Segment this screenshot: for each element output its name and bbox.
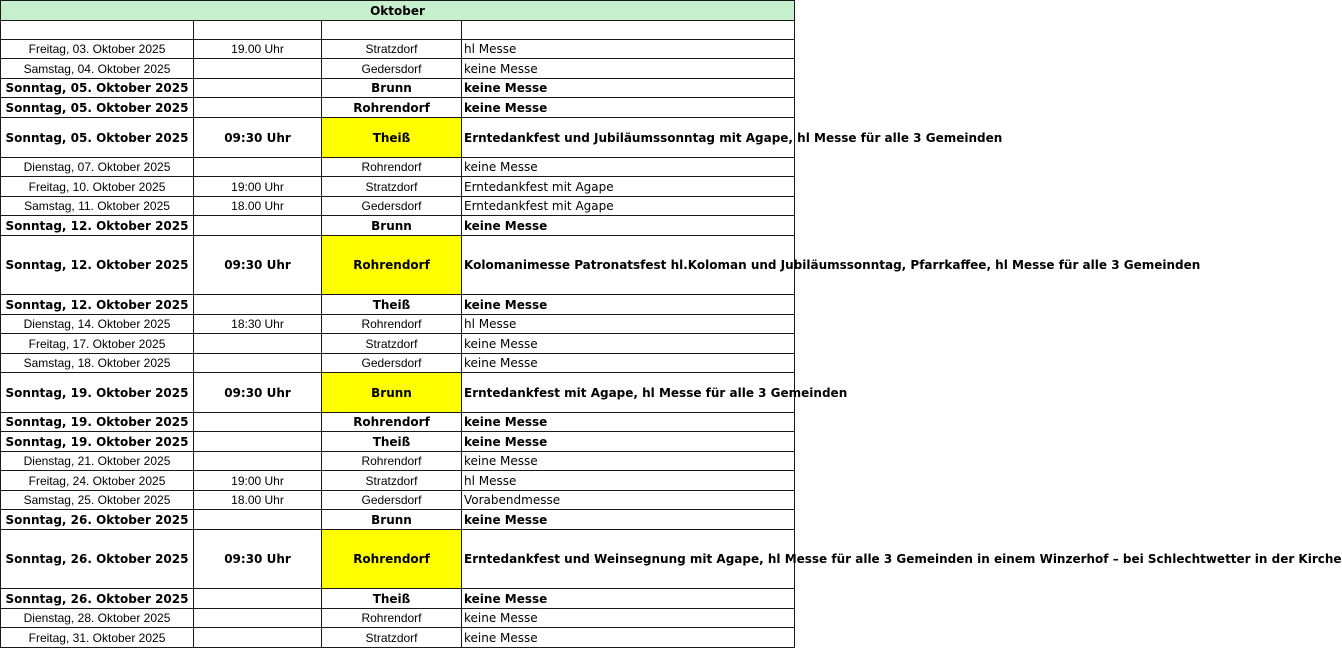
date-cell: Sonntag, 12. Oktober 2025 <box>1 236 194 295</box>
date-cell: Sonntag, 05. Oktober 2025 <box>1 118 194 158</box>
place-cell: Rohrendorf <box>322 530 462 589</box>
note-cell: Erntedankfest und Weinsegnung mit Agape, hl Messe für alle 3 Gemeinden in einem Winzerhof – bei Schlechtwetter in der Kirche <box>462 530 795 589</box>
date-cell: Freitag, 17. Oktober 2025 <box>1 334 194 354</box>
month-title: Oktober <box>1 1 795 21</box>
schedule-row <box>1 510 795 530</box>
empty-cell <box>1 21 194 40</box>
note-cell: Erntedankfest und Jubiläumssonntag mit Agape, hl Messe für alle 3 Gemeinden <box>462 118 795 158</box>
schedule-row <box>1 158 795 177</box>
place-cell: Stratzdorf <box>322 334 462 354</box>
schedule-row <box>1 315 795 334</box>
time-cell <box>194 158 322 177</box>
date-cell: Sonntag, 26. Oktober 2025 <box>1 510 194 530</box>
empty-cell <box>194 21 322 40</box>
note-cell: keine Messe <box>462 158 795 177</box>
schedule-row <box>1 354 795 373</box>
place-cell: Rohrendorf <box>322 98 462 118</box>
place-cell: Stratzdorf <box>322 471 462 491</box>
time-cell <box>194 413 322 432</box>
place-cell: Theiß <box>322 118 462 158</box>
date-cell: Sonntag, 19. Oktober 2025 <box>1 373 194 413</box>
time-cell: 18:30 Uhr <box>194 315 322 334</box>
place-cell: Stratzdorf <box>322 40 462 59</box>
empty-cell <box>322 21 462 40</box>
note-cell: keine Messe <box>462 628 795 648</box>
date-cell: Sonntag, 19. Oktober 2025 <box>1 413 194 432</box>
time-cell <box>194 432 322 452</box>
schedule-row <box>1 530 795 589</box>
empty-cell <box>462 21 795 40</box>
note-cell: keine Messe <box>462 432 795 452</box>
time-cell: 09:30 Uhr <box>194 530 322 589</box>
place-cell: Theiß <box>322 432 462 452</box>
schedule-row <box>1 79 795 98</box>
place-cell: Gedersdorf <box>322 491 462 510</box>
place-cell: Rohrendorf <box>322 236 462 295</box>
date-cell: Dienstag, 14. Oktober 2025 <box>1 315 194 334</box>
place-cell: Rohrendorf <box>322 413 462 432</box>
place-cell: Theiß <box>322 295 462 315</box>
date-cell: Sonntag, 26. Oktober 2025 <box>1 530 194 589</box>
time-cell <box>194 98 322 118</box>
date-cell: Dienstag, 28. Oktober 2025 <box>1 609 194 628</box>
schedule-row <box>1 589 795 609</box>
schedule-row <box>1 491 795 510</box>
note-cell: hl Messe <box>462 315 795 334</box>
date-cell: Freitag, 10. Oktober 2025 <box>1 177 194 197</box>
place-cell: Theiß <box>322 589 462 609</box>
schedule-row <box>1 471 795 491</box>
place-cell: Brunn <box>322 510 462 530</box>
time-cell: 09:30 Uhr <box>194 373 322 413</box>
place-cell: Gedersdorf <box>322 59 462 79</box>
note-cell: Erntedankfest mit Agape <box>462 177 795 197</box>
schedule-row <box>1 295 795 315</box>
note-cell: Erntedankfest mit Agape, hl Messe für alle 3 Gemeinden <box>462 373 795 413</box>
schedule-row <box>1 118 795 158</box>
place-cell: Rohrendorf <box>322 158 462 177</box>
place-cell: Rohrendorf <box>322 315 462 334</box>
note-cell: keine Messe <box>462 216 795 236</box>
time-cell: 18.00 Uhr <box>194 491 322 510</box>
schedule-row <box>1 413 795 432</box>
time-cell: 18.00 Uhr <box>194 197 322 216</box>
schedule-row <box>1 452 795 471</box>
schedule-row <box>1 177 795 197</box>
note-cell: keine Messe <box>462 295 795 315</box>
note-cell: Vorabendmesse <box>462 491 795 510</box>
note-cell: keine Messe <box>462 334 795 354</box>
date-cell: Freitag, 24. Oktober 2025 <box>1 471 194 491</box>
note-cell: keine Messe <box>462 510 795 530</box>
time-cell <box>194 510 322 530</box>
note-cell: keine Messe <box>462 79 795 98</box>
time-cell: 19:00 Uhr <box>194 177 322 197</box>
schedule-row <box>1 197 795 216</box>
note-cell: keine Messe <box>462 354 795 373</box>
schedule-row <box>1 373 795 413</box>
time-cell <box>194 216 322 236</box>
schedule-row <box>1 609 795 628</box>
date-cell: Sonntag, 19. Oktober 2025 <box>1 432 194 452</box>
time-cell: 09:30 Uhr <box>194 236 322 295</box>
date-cell: Samstag, 25. Oktober 2025 <box>1 491 194 510</box>
time-cell <box>194 628 322 648</box>
note-cell: keine Messe <box>462 589 795 609</box>
place-cell: Gedersdorf <box>322 354 462 373</box>
place-cell: Brunn <box>322 216 462 236</box>
date-cell: Freitag, 31. Oktober 2025 <box>1 628 194 648</box>
time-cell <box>194 452 322 471</box>
time-cell: 19.00 Uhr <box>194 40 322 59</box>
schedule-row <box>1 98 795 118</box>
time-cell <box>194 354 322 373</box>
spacer-row <box>1 21 795 40</box>
place-cell: Stratzdorf <box>322 177 462 197</box>
note-cell: keine Messe <box>462 59 795 79</box>
date-cell: Sonntag, 12. Oktober 2025 <box>1 216 194 236</box>
schedule-row <box>1 628 795 648</box>
date-cell: Sonntag, 26. Oktober 2025 <box>1 589 194 609</box>
place-cell: Stratzdorf <box>322 628 462 648</box>
schedule-row <box>1 334 795 354</box>
note-cell: keine Messe <box>462 98 795 118</box>
date-cell: Dienstag, 07. Oktober 2025 <box>1 158 194 177</box>
time-cell <box>194 79 322 98</box>
note-cell: keine Messe <box>462 609 795 628</box>
date-cell: Sonntag, 12. Oktober 2025 <box>1 295 194 315</box>
schedule-row <box>1 236 795 295</box>
place-cell: Brunn <box>322 79 462 98</box>
note-cell: hl Messe <box>462 471 795 491</box>
note-cell: Kolomanimesse Patronatsfest hl.Koloman und Jubiläumssonntag, Pfarrkaffee, hl Messe für alle 3 Gemeinden <box>462 236 795 295</box>
note-cell: keine Messe <box>462 452 795 471</box>
note-cell: Erntedankfest mit Agape <box>462 197 795 216</box>
note-cell: keine Messe <box>462 413 795 432</box>
time-cell: 19:00 Uhr <box>194 471 322 491</box>
date-cell: Dienstag, 21. Oktober 2025 <box>1 452 194 471</box>
time-cell <box>194 334 322 354</box>
time-cell <box>194 589 322 609</box>
date-cell: Freitag, 03. Oktober 2025 <box>1 40 194 59</box>
date-cell: Samstag, 18. Oktober 2025 <box>1 354 194 373</box>
date-cell: Sonntag, 05. Oktober 2025 <box>1 98 194 118</box>
time-cell <box>194 609 322 628</box>
place-cell: Gedersdorf <box>322 197 462 216</box>
schedule-row <box>1 40 795 59</box>
title-row <box>1 1 795 21</box>
schedule-row <box>1 432 795 452</box>
date-cell: Sonntag, 05. Oktober 2025 <box>1 79 194 98</box>
time-cell <box>194 295 322 315</box>
place-cell: Brunn <box>322 373 462 413</box>
time-cell <box>194 59 322 79</box>
time-cell: 09:30 Uhr <box>194 118 322 158</box>
schedule-row <box>1 59 795 79</box>
place-cell: Rohrendorf <box>322 609 462 628</box>
date-cell: Samstag, 04. Oktober 2025 <box>1 59 194 79</box>
note-cell: hl Messe <box>462 40 795 59</box>
date-cell: Samstag, 11. Oktober 2025 <box>1 197 194 216</box>
place-cell: Rohrendorf <box>322 452 462 471</box>
schedule-row <box>1 216 795 236</box>
